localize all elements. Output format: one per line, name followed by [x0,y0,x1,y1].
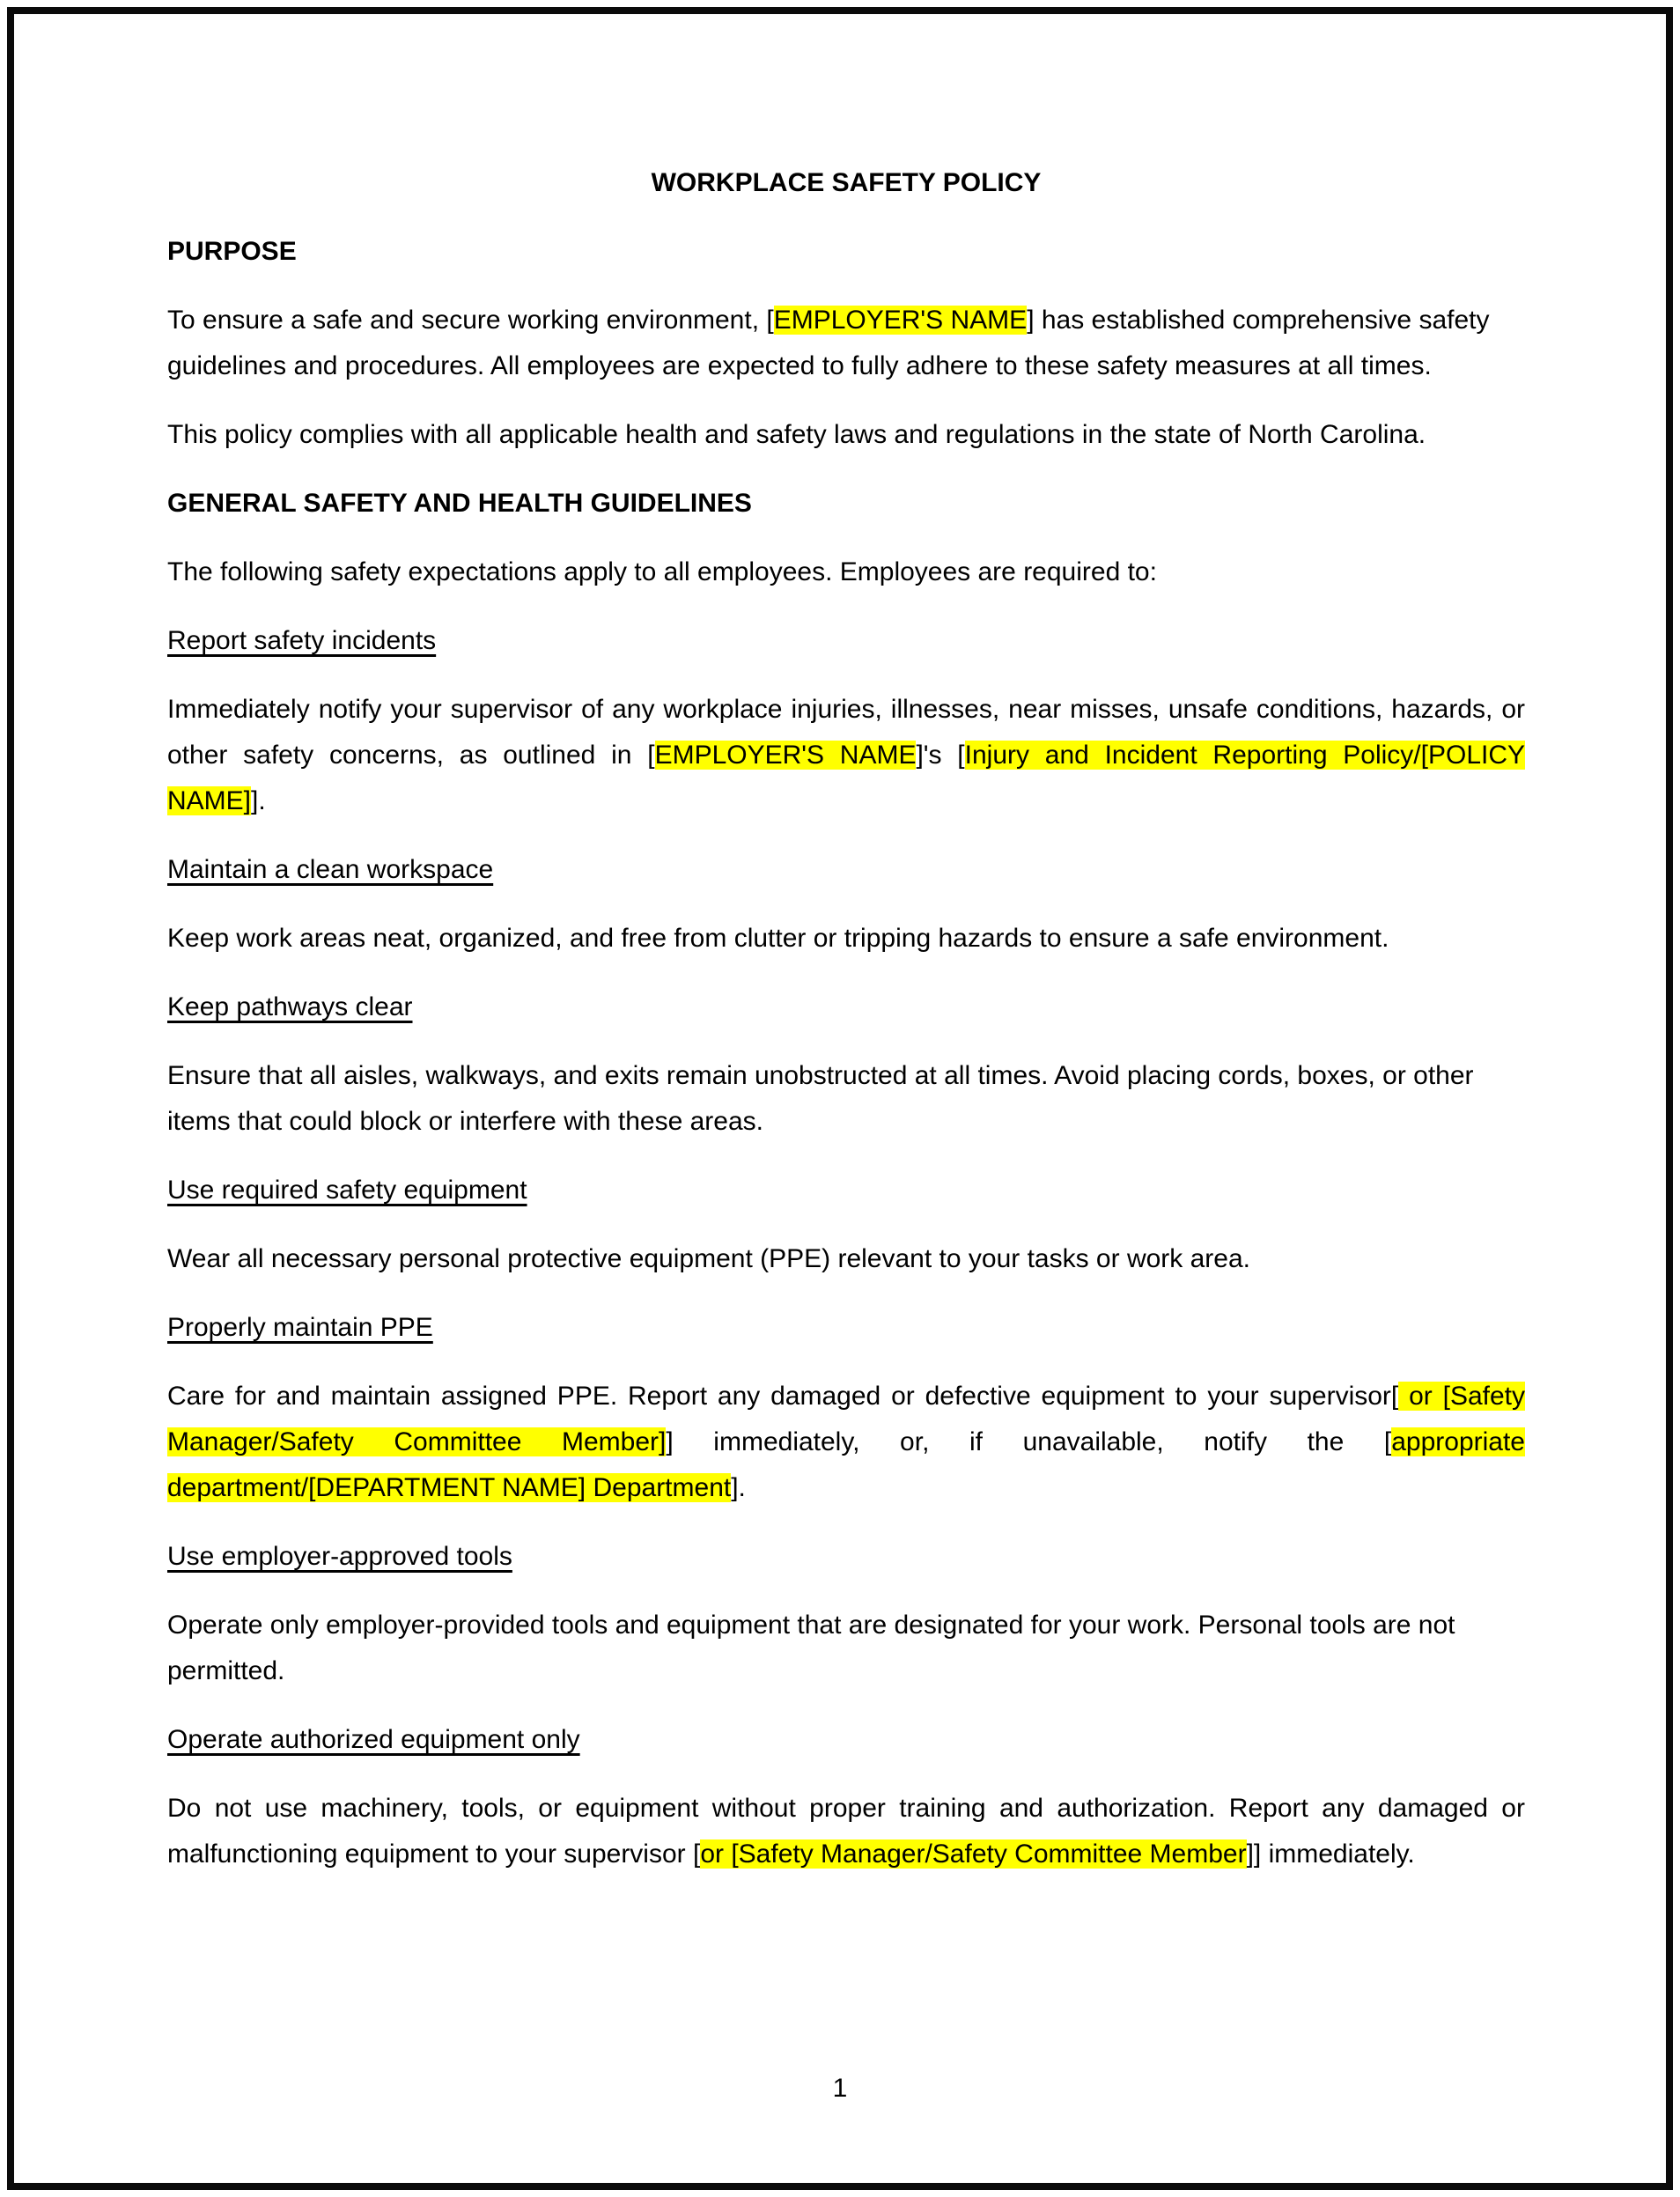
subheading [167,618,1525,664]
highlighted-text: appropriate department/[DEPARTMENT NAME] Department [167,1427,1525,1502]
subheading [167,847,1525,893]
highlighted-text: EMPLOYER'S NAME [654,741,917,770]
document-body [167,160,1525,1900]
text-run: Do not use machinery, tools, or equipment without proper training and authorization. Report any damaged or malfunctioning equipment to your supervisor [ [167,1794,1525,1869]
heading [167,229,1525,275]
text-run: Immediately notify your supervisor of any workplace injuries, illnesses, near misses, unsafe conditions, hazards, or other safety concerns, as outlined in [ [167,695,1525,770]
text-run: Keep work areas neat, organized, and free from clutter or tripping hazards to ensure a safe environment. [167,924,1389,953]
text-run: Use employer-approved tools [167,1542,512,1571]
text-run: Use required safety equipment [167,1176,527,1205]
subheading [167,1717,1525,1763]
text-run: WORKPLACE SAFETY POLICY [651,168,1042,197]
heading [167,481,1525,527]
subheading [167,1305,1525,1351]
text-run: ] immediately, or, if unavailable, notify the [ [666,1427,1392,1456]
text-run: Operate only employer-provided tools and equipment that are designated for your work. Personal tools are not permitted. [167,1611,1455,1685]
text-run: Keep pathways clear [167,992,413,1021]
highlighted-text: EMPLOYER'S NAME [773,306,1028,335]
text-run: ]. [251,786,266,815]
text-run: ]. [731,1473,746,1502]
text-run: Care for and maintain assigned PPE. Report any damaged or defective equipment to your supervisor[ [167,1382,1399,1411]
text-run: PURPOSE [167,237,297,266]
text-run: ] has established comprehensive safety guidelines and procedures. All employees are expected to fully adhere to these safety measures at all times. [167,306,1490,380]
subheading [167,984,1525,1030]
subheading [167,1534,1525,1580]
text-run: ]] immediately. [1246,1839,1415,1869]
page-number: 1 [832,2074,848,2103]
text-run: GENERAL SAFETY AND HEALTH GUIDELINES [167,489,752,518]
paragraph [167,1374,1525,1511]
paragraph [167,1786,1525,1877]
paragraph [167,916,1525,962]
text-run: To ensure a safe and secure working environment, [ [167,306,774,335]
paragraph [167,549,1525,595]
text-run: Maintain a clean workspace [167,855,494,884]
text-run: The following safety expectations apply to all employees. Employees are required to: [167,557,1157,586]
text-run: ]'s [ [916,741,965,770]
paragraph [167,1603,1525,1694]
highlighted-text: or [Safety Manager/Safety Committee Member [700,1839,1247,1869]
text-run: Wear all necessary personal protective equipment (PPE) relevant to your tasks or work area. [167,1244,1250,1273]
text-run: Ensure that all aisles, walkways, and exits remain unobstructed at all times. Avoid placing cords, boxes, or other items that could block or interfere with these areas. [167,1061,1474,1136]
text-run: This policy complies with all applicable health and safety laws and regulations in the state of North Carolina. [167,420,1426,449]
text-run: Operate authorized equipment only [167,1725,580,1754]
highlighted-text: or [Safety Manager/Safety Committee Member] [167,1382,1526,1456]
subheading [167,1168,1525,1213]
title [167,160,1525,206]
paragraph [167,1053,1525,1145]
paragraph [167,1236,1525,1282]
paragraph [167,687,1525,824]
text-run: Properly maintain PPE [167,1313,433,1342]
text-run: Report safety incidents [167,626,437,655]
paragraph [167,412,1525,458]
highlighted-text: Injury and Incident Reporting Policy/[POLICY NAME] [167,741,1526,815]
paragraph [167,298,1525,389]
